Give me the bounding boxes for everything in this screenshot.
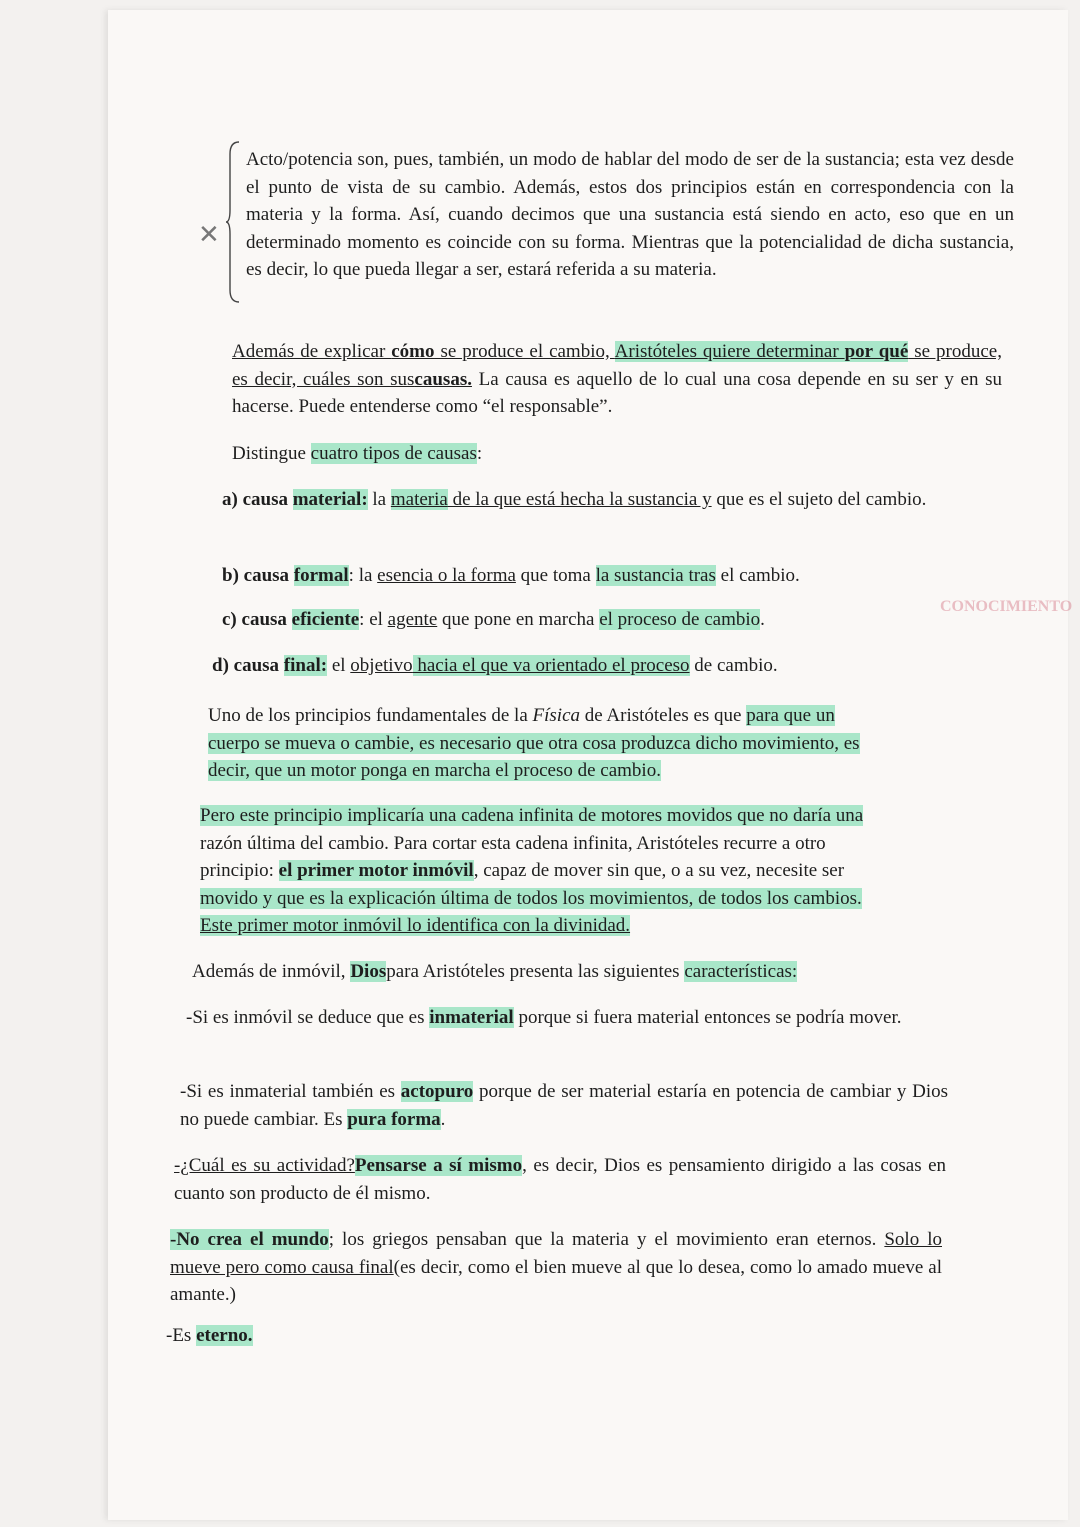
p2-part6: se produce, es decir, cuáles son sus bbox=[232, 341, 1002, 390]
cause-a: a) causa material: la materia de la que está hecha la sustancia y que es el sujeto del cambio. bbox=[222, 489, 927, 510]
paragraph-primer-motor: Pero este principio implicaría una cadena infinita de motores movidos que no daría una razón última del cambio. Para cortar esta cadena infinita, Aristóteles recurre a otro principio: el primer motor inmóvil, capaz de mover sin que, o a su vez, necesite ser movido y que es la explicación última de todos los movimientos, de todos los cambios. Este primer motor inmóvil lo identifica con la divinidad. bbox=[200, 805, 864, 936]
item-no-crea: -No crea el mundo; los griegos pensaban que la materia y el movimiento eran eternos. Solo lo mueve pero como causa final(es decir, como el bien mueve al que lo desea, como lo amado mueve al amante.) bbox=[170, 1229, 942, 1305]
item-inmaterial: -Si es inmóvil se deduce que es inmaterial porque si fuera material entonces se podría mover. bbox=[186, 1007, 902, 1028]
cause-c: c) causa eficiente: el agente que pone en marcha el proceso de cambio. bbox=[222, 609, 765, 630]
cause-b: b) causa formal: la esencia o la forma que toma la sustancia tras el cambio. bbox=[222, 565, 800, 586]
item-actividad: -¿Cuál es su actividad?Pensarse a sí mismo, es decir, Dios es pensamiento dirigido a las cosas en cuanto son producto de él mismo. bbox=[174, 1155, 947, 1204]
paragraph-causas bbox=[232, 338, 1002, 421]
item-actopuro: -Si es inmaterial también es actopuro porque de ser material estaría en potencia de cambiar y Dios no puede cambiar. Es pura forma. bbox=[180, 1081, 948, 1130]
p2-part3: se produce el cambio, bbox=[434, 341, 615, 362]
p2-como: cómo bbox=[391, 341, 435, 362]
paragraph-fisica: Uno de los principios fundamentales de la Física de Aristóteles es que para que un cuerpo se mueva o cambie, es necesario que otra cosa produzca dicho movimiento, es decir, que un motor ponga en marcha el proceso de cambio. bbox=[208, 705, 860, 781]
x-annotation-icon: ✕ bbox=[198, 220, 220, 250]
p2-causas: causas. bbox=[414, 368, 472, 390]
cause-d: d) causa final: el objetivo hacia el que va orientado el proceso de cambio. bbox=[212, 655, 778, 676]
distingue-line: Distingue cuatro tipos de causas: bbox=[232, 443, 483, 464]
p2-part4: Aristóteles quiere determinar bbox=[614, 341, 845, 362]
paragraph-dios: Además de inmóvil, Diospara Aristóteles presenta las siguientes características: bbox=[192, 961, 798, 982]
item-eterno: -Es eterno. bbox=[166, 1325, 253, 1346]
paragraph-acto-potencia: Acto/potencia son, pues, también, un modo de hablar del modo de ser de la sustancia; esta vez desde el punto de vista de su cambio. Además, estos dos principios están en correspondencia con la materia y la forma. Así, cuando decimos que una sustancia está siendo en acto, eso que en un determinado momento es coincide con su forma. Mientras que la potencialidad de dicha sustancia, es decir, lo que pueda llegar a ser, estará referida a su materia. bbox=[246, 149, 1014, 280]
p2-part1: Además de explicar bbox=[232, 341, 392, 362]
margin-brace bbox=[226, 140, 240, 304]
ghost-heading: CONOCIMIENTO bbox=[940, 598, 1073, 615]
p2-por-que: por qué bbox=[844, 341, 909, 362]
p2-rest: La causa es aquello de lo cual una cosa depende en su ser y en su hacerse. Puede entenderse como “el responsable”. bbox=[232, 368, 1002, 417]
